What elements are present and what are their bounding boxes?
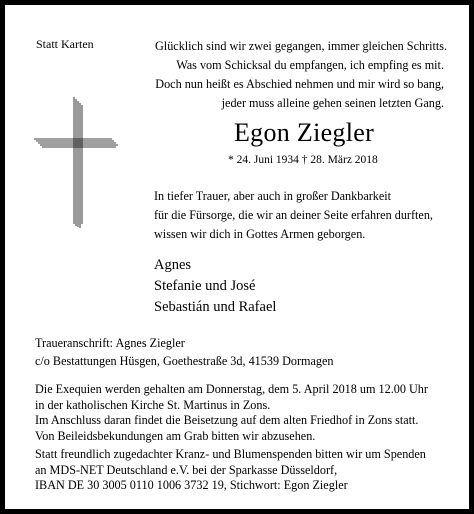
donation-line: IBAN DE 30 3005 0110 1006 3732 19, Stichwort: Egon Ziegler [35, 478, 348, 492]
donation-info [35, 447, 426, 494]
family-member: Sebastián und Rafael [154, 299, 277, 315]
service-line: in der katholischen Kirche St. Martinus in Zons. [35, 397, 271, 412]
family-member: Stefanie und José [154, 278, 256, 294]
donation-line: an MDS-NET Deutschland e.V. bei der Sparkasse Düsseldorf, [35, 462, 338, 477]
address-line: Traueranschrift: Agnes Ziegler [35, 336, 185, 350]
poem-line: jeder muss alleine gehen seinen letzten Gang. [221, 96, 444, 110]
mourning-address [35, 334, 334, 370]
mourning-text [154, 187, 433, 244]
poem [155, 37, 448, 113]
mourning-line: wissen wir dich in Gottes Armen geborgen. [154, 227, 366, 241]
deceased-name: Egon Ziegler [234, 118, 375, 147]
poem-line: Glücklich sind wir zwei gegangen, immer gleichen Schritts. [155, 39, 448, 53]
service-line: Von Beileidsbekundungen am Grab bitten wir abzusehen. [35, 428, 316, 443]
life-dates: * 24. Juni 1934 † 28. März 2018 [228, 154, 378, 166]
mourning-line: In tiefer Trauer, aber auch in großer Dankbarkeit [154, 189, 392, 203]
cross-icon [34, 97, 120, 229]
poem-line: Was vom Schicksal du empfangen, ich empfing es mit. [176, 58, 444, 72]
service-line: Im Anschluss daran findet die Beisetzung auf dem alten Friedhof in Zons statt. [35, 413, 419, 427]
header-note: Statt Karten [36, 37, 94, 51]
address-line: c/o Bestattungen Hüsgen, Goethestraße 3d, 41539 Dormagen [35, 354, 334, 368]
service-line: Die Exequien werden gehalten am Donnerstag, dem 5. April 2018 um 12.00 Uhr [35, 382, 428, 396]
poem-line: Doch nun heißt es Abschied nehmen und mir wird so bang, [155, 77, 444, 91]
mourning-line: für die Fürsorge, die wir an deiner Seite erfahren durften, [154, 208, 433, 222]
family-member: Agnes [154, 257, 192, 273]
funeral-service-info [35, 382, 428, 444]
family-names [154, 255, 276, 318]
donation-line: Statt freundlich zugedachter Kranz- und Blumenspenden bitten wir um Spenden [35, 447, 426, 461]
